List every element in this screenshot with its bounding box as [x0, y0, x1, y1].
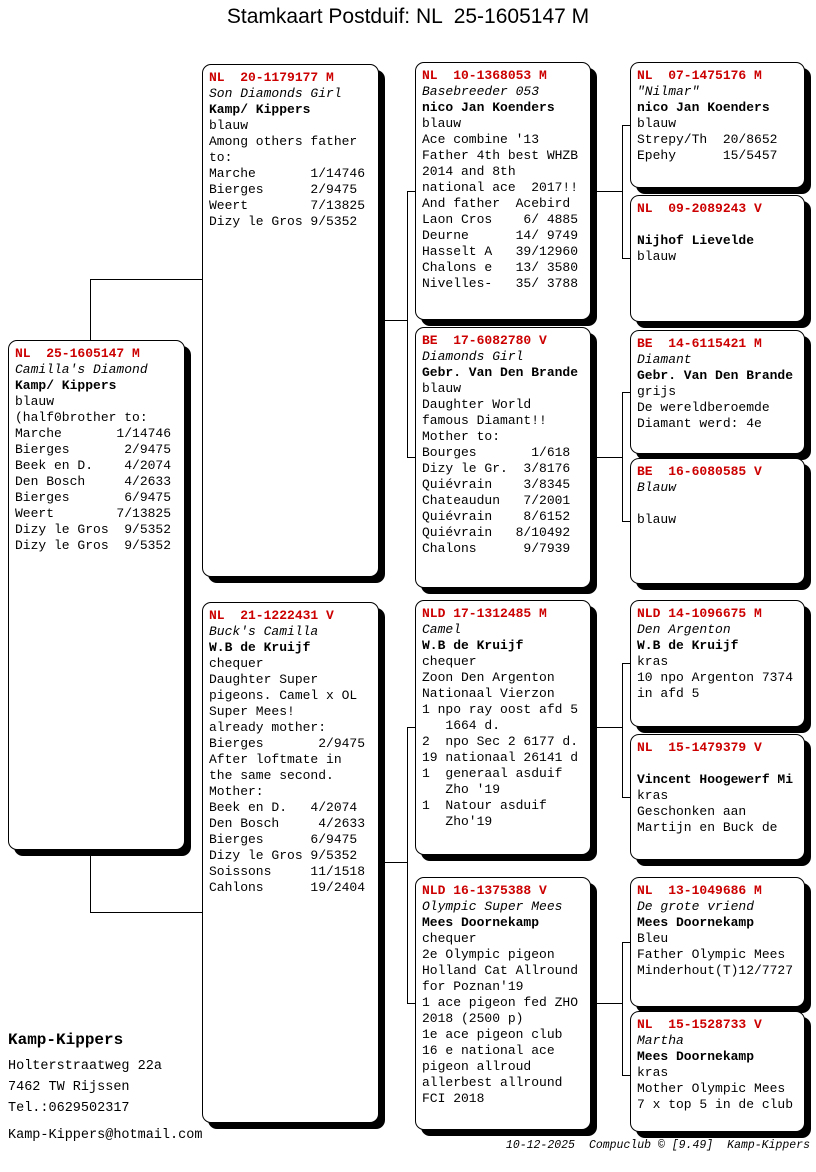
box-line: famous Diamant!!: [422, 413, 547, 428]
box-line: Zho'19: [422, 814, 493, 829]
box-line: Nationaal Vierzon: [422, 686, 555, 701]
box-line: Camel: [422, 622, 462, 637]
box-line: Bleu: [637, 931, 669, 946]
box-line: Ace combine '13: [422, 132, 540, 147]
box-line: Father Olympic Mees: [637, 947, 786, 962]
pedigree-box-mother: [202, 602, 379, 1123]
pedigree-box-ggf-1: [630, 62, 805, 188]
pedigree-box-ggf-2: [630, 330, 805, 454]
box-line: Buck's Camilla: [209, 624, 319, 639]
box-line: chequer: [422, 654, 477, 669]
box-line: Dizy le Gros 9/5352: [15, 522, 172, 537]
box-line: 16 e national ace: [422, 1043, 555, 1058]
box-line: W.B de Kruijf: [422, 638, 524, 653]
box-line: nico Jan Koenders: [422, 100, 555, 115]
ring-number: BE 16-6080585 V: [637, 464, 762, 479]
box-line: Beek en D. 4/2074: [209, 800, 358, 815]
box-line: already mother:: [209, 720, 327, 735]
box-line: And father Acebird: [422, 196, 571, 211]
box-line: grijs: [637, 384, 677, 399]
box-line: blauw: [637, 249, 677, 264]
box-line: "Nilmar": [637, 84, 700, 99]
connector-line: [407, 191, 408, 458]
box-line: blauw: [15, 394, 55, 409]
connector-line: [622, 125, 623, 259]
box-line: Beek en D. 4/2074: [15, 458, 172, 473]
box-line: Mother to:: [422, 429, 501, 444]
ring-number: NL 07-1475176 M: [637, 68, 762, 83]
connector-line: [597, 727, 622, 728]
box-line: Kamp/ Kippers: [15, 378, 117, 393]
box-line: Gebr. Van Den Brande: [422, 365, 579, 380]
box-line: Quiévrain 3/8345: [422, 477, 571, 492]
ring-number: NLD 16-1375388 V: [422, 883, 547, 898]
connector-line: [622, 392, 630, 393]
box-line: 7 x top 5 in de club: [637, 1097, 794, 1112]
box-line: Soissons 11/1518: [209, 864, 366, 879]
connector-line: [90, 279, 91, 340]
box-line: Hasselt A 39/12960: [422, 244, 579, 259]
box-line: chequer: [422, 931, 477, 946]
box-line: [637, 756, 798, 772]
connector-line: [385, 320, 407, 321]
connector-line: [622, 258, 630, 259]
box-line: Vincent Hoogewerf Mi: [637, 772, 794, 787]
box-line: Martha: [637, 1033, 684, 1048]
box-line: Marche 1/14746: [15, 426, 172, 441]
box-line: Cahlons 19/2404: [209, 880, 366, 895]
ring-number: NL 09-2089243 V: [637, 201, 762, 216]
pedigree-box-ggf-3: [630, 600, 805, 727]
box-line: Marche 1/14746: [209, 166, 366, 181]
connector-line: [407, 727, 416, 728]
box-line: Quiévrain 8/10492: [422, 525, 571, 540]
box-line: Camilla's Diamond: [15, 362, 148, 377]
connector-line: [407, 191, 416, 192]
box-line: Gebr. Van Den Brande: [637, 368, 794, 383]
ring-number: NL 15-1528733 V: [637, 1017, 762, 1032]
connector-line: [407, 727, 408, 1004]
box-line: Chateaudun 7/2001: [422, 493, 571, 508]
box-line: [637, 496, 798, 512]
box-line: De wereldberoemde: [637, 400, 770, 415]
box-line: W.B de Kruijf: [209, 640, 311, 655]
pedigree-box-ggm-4: [630, 1011, 805, 1132]
box-line: Olympic Super Mees: [422, 899, 563, 914]
pedigree-box-grandfather-maternal: [415, 600, 591, 855]
box-line: 2014 and 8th: [422, 164, 516, 179]
ring-number: BE 17-6082780 V: [422, 333, 547, 348]
box-line: W.B de Kruijf: [637, 638, 739, 653]
owner-address-line2: 7462 TW Rijssen: [8, 1080, 130, 1095]
box-line: Nivelles- 35/ 3788: [422, 276, 579, 291]
box-line: Dizy le Gros 9/5352: [209, 214, 358, 229]
connector-line: [622, 663, 630, 664]
box-line: Den Bosch 4/2633: [15, 474, 172, 489]
connector-line: [90, 852, 91, 912]
box-line: Diamant: [637, 352, 692, 367]
box-line: Son Diamonds Girl: [209, 86, 342, 101]
box-line: 1664 d.: [422, 718, 501, 733]
box-line: Bierges 2/9475: [209, 182, 358, 197]
box-line: Kamp/ Kippers: [209, 102, 311, 117]
box-line: blauw: [637, 512, 677, 527]
box-line: Mees Doornekamp: [637, 1049, 755, 1064]
box-line: Bierges 2/9475: [15, 442, 172, 457]
owner-phone: Tel.:0629502317: [8, 1101, 130, 1116]
connector-line: [622, 797, 630, 798]
box-line: to:: [209, 150, 233, 165]
footer-publisher: Kamp-Kippers: [727, 1139, 810, 1152]
box-line: 1 npo ray oost afd 5: [422, 702, 579, 717]
box-line: kras: [637, 654, 669, 669]
footer-date: 10-12-2025: [505, 1139, 575, 1152]
box-line: chequer: [209, 656, 264, 671]
ring-number: NL 10-1368053 M: [422, 68, 547, 83]
box-line: Bierges 2/9475: [209, 736, 366, 751]
box-line: Bierges 6/9475: [15, 490, 172, 505]
box-line: Bourges 1/618: [422, 445, 571, 460]
box-line: kras: [637, 1065, 669, 1080]
box-line: Holland Cat Allround: [422, 963, 579, 978]
connector-line: [622, 125, 630, 126]
box-line: Chalons e 13/ 3580: [422, 260, 579, 275]
box-line: Weert 7/13825: [15, 506, 172, 521]
box-line: Mees Doornekamp: [422, 915, 540, 930]
box-line: Diamant werd: 4e: [637, 416, 762, 431]
ring-number: NL 20-1179177 M: [209, 70, 334, 85]
box-line: Dizy le Gros 9/5352: [209, 848, 358, 863]
box-line: Nijhof Lievelde: [637, 233, 755, 248]
box-line: 10 npo Argenton 7374: [637, 670, 794, 685]
box-line: for Poznan'19: [422, 979, 524, 994]
box-line: (half0brother to:: [15, 410, 148, 425]
box-line: Geschonken aan: [637, 804, 747, 819]
box-line: Weert 7/13825: [209, 198, 366, 213]
box-line: Zho '19: [422, 782, 501, 797]
box-line: blauw: [422, 116, 462, 131]
box-line: the same second.: [209, 768, 334, 783]
box-line: FCI 2018: [422, 1091, 485, 1106]
connector-line: [597, 457, 622, 458]
pedigree-box-ggm-2: [630, 458, 805, 584]
box-line: Dizy le Gr. 3/8176: [422, 461, 571, 476]
box-line: Super Mees!: [209, 704, 295, 719]
box-line: Mother:: [209, 784, 264, 799]
pedigree-box-subject: [8, 340, 185, 850]
ring-number: NLD 14-1096675 M: [637, 606, 762, 621]
connector-line: [622, 521, 630, 522]
box-line: 19 nationaal 26141 d: [422, 750, 579, 765]
box-line: Basebreeder 053: [422, 84, 540, 99]
box-line: Daughter World: [422, 397, 532, 412]
box-line: blauw: [209, 118, 249, 133]
connector-line: [90, 279, 203, 280]
box-line: Daughter Super: [209, 672, 319, 687]
box-line: 1 generaal asduif: [422, 766, 563, 781]
footer: [506, 1139, 810, 1152]
ring-number: NL 21-1222431 V: [209, 608, 334, 623]
connector-line: [622, 663, 623, 798]
ring-number: NL 25-1605147 M: [15, 346, 140, 361]
box-line: Den Argenton: [637, 622, 731, 637]
owner-address-line1: Holterstraatweg 22a: [8, 1059, 162, 1074]
ring-number: NL 15-1479379 V: [637, 740, 762, 755]
box-line: Martijn en Buck de: [637, 820, 778, 835]
page-title: Stamkaart Postduif: NL 25-1605147 M: [226, 5, 590, 28]
box-line: 1 ace pigeon fed ZHO: [422, 995, 579, 1010]
box-line: Mees Doornekamp: [637, 915, 755, 930]
box-line: De grote vriend: [637, 899, 755, 914]
box-line: Deurne 14/ 9749: [422, 228, 579, 243]
box-line: in afd 5: [637, 686, 700, 701]
box-line: pigeons. Camel x OL: [209, 688, 358, 703]
connector-line: [385, 862, 407, 863]
box-line: 2018 (2500 p): [422, 1011, 524, 1026]
box-line: blauw: [422, 381, 462, 396]
connector-line: [597, 191, 622, 192]
box-line: Bierges 6/9475: [209, 832, 358, 847]
box-line: Den Bosch 4/2633: [209, 816, 366, 831]
box-line: Strepy/Th 20/8652: [637, 132, 778, 147]
box-line: Blauw: [637, 480, 677, 495]
box-line: Mother Olympic Mees: [637, 1081, 786, 1096]
box-line: After loftmate in: [209, 752, 342, 767]
box-line: Dizy le Gros 9/5352: [15, 538, 172, 553]
box-line: 2e Olympic pigeon: [422, 947, 555, 962]
pedigree-box-grandmother-maternal: [415, 877, 591, 1130]
ring-number: NL 13-1049686 M: [637, 883, 762, 898]
ring-number: NLD 17-1312485 M: [422, 606, 547, 621]
pedigree-box-ggf-4: [630, 877, 805, 1007]
pedigree-box-ggm-1: [630, 195, 805, 322]
connector-line: [622, 1075, 630, 1076]
box-line: Laon Cros 6/ 4885: [422, 212, 579, 227]
box-line: pigeon allroud: [422, 1059, 532, 1074]
pedigree-box-ggm-3: [630, 734, 805, 860]
pedigree-box-father: [202, 64, 379, 577]
box-line: 1 Natour asduif: [422, 798, 547, 813]
box-line: Diamonds Girl: [422, 349, 524, 364]
connector-line: [90, 912, 203, 913]
box-line: national ace 2017!!: [422, 180, 579, 195]
connector-line: [622, 942, 630, 943]
box-line: Father 4th best WHZB: [422, 148, 579, 163]
box-line: Among others father: [209, 134, 358, 149]
connector-line: [622, 942, 623, 1076]
box-line: Epehy 15/5457: [637, 148, 778, 163]
box-line: Quiévrain 8/6152: [422, 509, 571, 524]
pedigree-box-grandmother-paternal: [415, 327, 591, 588]
owner-name: Kamp-Kippers: [8, 1031, 124, 1049]
box-line: 2 npo Sec 2 6177 d.: [422, 734, 579, 749]
connector-line: [622, 392, 623, 522]
connector-line: [597, 1003, 622, 1004]
connector-line: [407, 457, 416, 458]
box-line: [637, 217, 798, 233]
box-line: kras: [637, 788, 669, 803]
owner-email: Kamp-Kippers@hotmail.com: [8, 1128, 203, 1143]
box-line: nico Jan Koenders: [637, 100, 770, 115]
box-line: Chalons 9/7939: [422, 541, 571, 556]
connector-line: [407, 1003, 416, 1004]
box-line: Zoon Den Argenton: [422, 670, 555, 685]
box-line: allerbest allround: [422, 1075, 563, 1090]
box-line: Minderhout(T)12/7727: [637, 963, 794, 978]
ring-number: BE 14-6115421 M: [637, 336, 762, 351]
box-line: blauw: [637, 116, 677, 131]
footer-program: Compuclub © [9.49]: [588, 1139, 714, 1152]
pedigree-box-grandfather-paternal: [415, 62, 591, 320]
box-line: 1e ace pigeon club: [422, 1027, 563, 1042]
